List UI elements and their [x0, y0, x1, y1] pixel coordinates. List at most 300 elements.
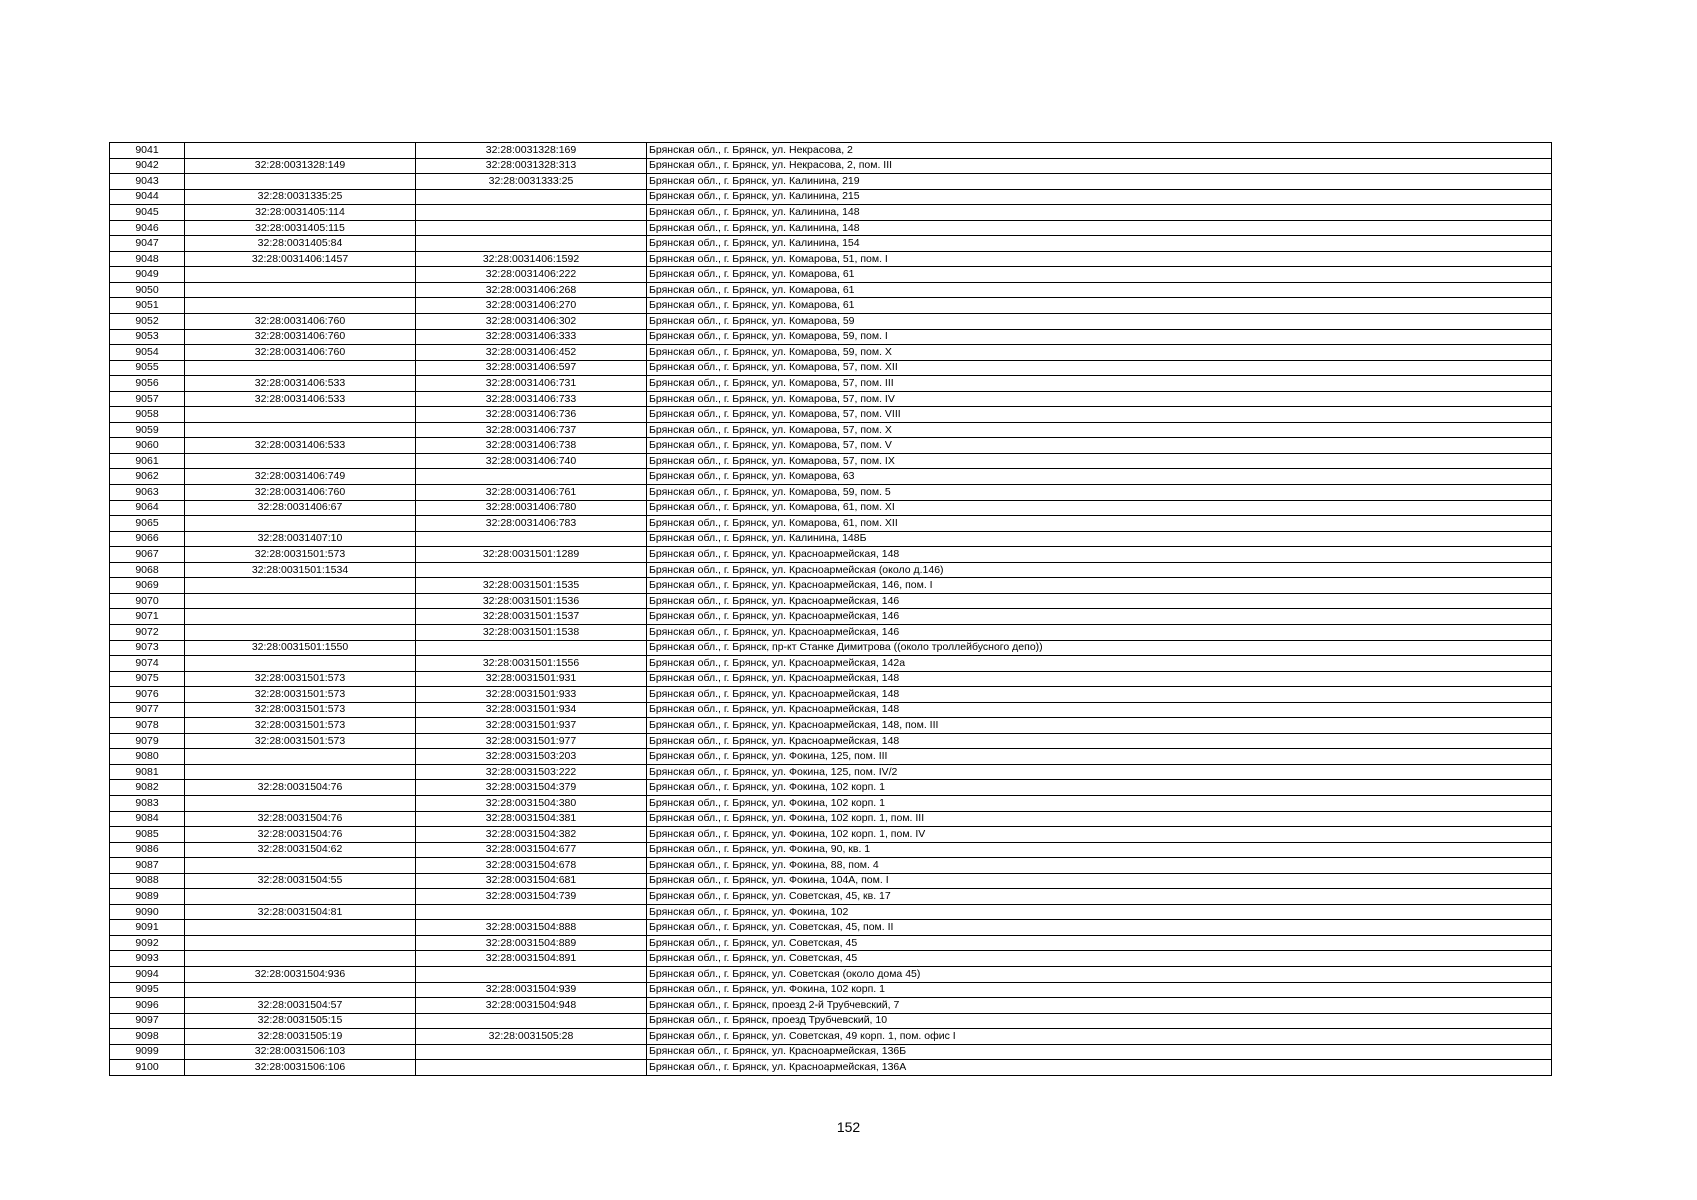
table-row	[110, 143, 1552, 159]
table-row	[110, 702, 1552, 718]
row-number-cell: 9057	[110, 391, 185, 407]
object-number-cell: 32:28:0031504:381	[416, 811, 647, 827]
address-cell: Брянская обл., г. Брянск, ул. Советская, 49 корп. 1, пом. офис I	[647, 1029, 1552, 1045]
parcel-number-cell: 32:28:0031406:749	[185, 469, 416, 485]
address-cell: Брянская обл., г. Брянск, ул. Красноармейская, 148	[647, 687, 1552, 703]
object-number-cell	[416, 1044, 647, 1060]
table-row	[110, 391, 1552, 407]
object-number-cell: 32:28:0031504:382	[416, 827, 647, 843]
object-number-cell: 32:28:0031406:302	[416, 314, 647, 330]
object-number-cell	[416, 1060, 647, 1076]
address-cell: Брянская обл., г. Брянск, ул. Комарова, 57, пом. IV	[647, 391, 1552, 407]
parcel-number-cell	[185, 749, 416, 765]
parcel-number-cell: 32:28:0031501:1550	[185, 640, 416, 656]
table-row	[110, 453, 1552, 469]
row-number-cell: 9084	[110, 811, 185, 827]
address-cell: Брянская обл., г. Брянск, ул. Калинина, 148Б	[647, 531, 1552, 547]
object-number-cell: 32:28:0031504:888	[416, 920, 647, 936]
row-number-cell: 9046	[110, 220, 185, 236]
table-row	[110, 842, 1552, 858]
table-row	[110, 624, 1552, 640]
object-number-cell: 32:28:0031406:222	[416, 267, 647, 283]
parcel-number-cell	[185, 422, 416, 438]
object-number-cell: 32:28:0031503:203	[416, 749, 647, 765]
parcel-number-cell	[185, 282, 416, 298]
address-cell: Брянская обл., г. Брянск, ул. Красноармейская, 148	[647, 702, 1552, 718]
address-cell: Брянская обл., г. Брянск, ул. Советская, 45	[647, 951, 1552, 967]
parcel-number-cell	[185, 764, 416, 780]
row-number-cell: 9052	[110, 314, 185, 330]
address-cell: Брянская обл., г. Брянск, ул. Красноармейская, 148, пом. III	[647, 718, 1552, 734]
table-row	[110, 345, 1552, 361]
table-row	[110, 267, 1552, 283]
table-row	[110, 889, 1552, 905]
object-number-cell	[416, 469, 647, 485]
address-cell: Брянская обл., г. Брянск, ул. Фокина, 102 корп. 1	[647, 780, 1552, 796]
address-cell: Брянская обл., г. Брянск, ул. Комарова, 57, пом. V	[647, 438, 1552, 454]
address-cell: Брянская обл., г. Брянск, ул. Комарова, 59	[647, 314, 1552, 330]
object-number-cell	[416, 220, 647, 236]
row-number-cell: 9049	[110, 267, 185, 283]
object-number-cell: 32:28:0031504:891	[416, 951, 647, 967]
object-number-cell	[416, 236, 647, 252]
parcel-number-cell: 32:28:0031504:62	[185, 842, 416, 858]
table-row	[110, 733, 1552, 749]
table-row	[110, 314, 1552, 330]
address-cell: Брянская обл., г. Брянск, ул. Красноармейская, 146	[647, 609, 1552, 625]
table-row	[110, 189, 1552, 205]
address-cell: Брянская обл., г. Брянск, ул. Советская, 45	[647, 935, 1552, 951]
row-number-cell: 9079	[110, 733, 185, 749]
parcel-number-cell: 32:28:0031505:15	[185, 1013, 416, 1029]
object-number-cell	[416, 531, 647, 547]
parcel-number-cell: 32:28:0031504:81	[185, 904, 416, 920]
address-cell: Брянская обл., г. Брянск, ул. Калинина, 148	[647, 205, 1552, 221]
table-row	[110, 982, 1552, 998]
row-number-cell: 9056	[110, 376, 185, 392]
address-cell: Брянская обл., г. Брянск, пр-кт Станке Димитрова ((около троллейбусного депо))	[647, 640, 1552, 656]
parcel-number-cell: 32:28:0031504:55	[185, 873, 416, 889]
address-cell: Брянская обл., г. Брянск, ул. Комарова, 61	[647, 267, 1552, 283]
table-row	[110, 935, 1552, 951]
parcel-number-cell: 32:28:0031406:760	[185, 485, 416, 501]
object-number-cell	[416, 904, 647, 920]
parcel-number-cell: 32:28:0031406:67	[185, 500, 416, 516]
address-cell: Брянская обл., г. Брянск, ул. Красноармейская, 148	[647, 733, 1552, 749]
parcel-number-cell: 32:28:0031506:106	[185, 1060, 416, 1076]
address-cell: Брянская обл., г. Брянск, проезд Трубчевский, 10	[647, 1013, 1552, 1029]
parcel-number-cell: 32:28:0031406:533	[185, 391, 416, 407]
object-number-cell: 32:28:0031501:1536	[416, 593, 647, 609]
address-cell: Брянская обл., г. Брянск, ул. Красноармейская, 146	[647, 624, 1552, 640]
row-number-cell: 9045	[110, 205, 185, 221]
table-row	[110, 531, 1552, 547]
parcel-number-cell: 32:28:0031504:76	[185, 827, 416, 843]
parcel-number-cell: 32:28:0031501:573	[185, 547, 416, 563]
row-number-cell: 9087	[110, 858, 185, 874]
row-number-cell: 9041	[110, 143, 185, 159]
table-row	[110, 251, 1552, 267]
address-cell: Брянская обл., г. Брянск, ул. Красноармейская, 148	[647, 671, 1552, 687]
address-cell: Брянская обл., г. Брянск, ул. Комарова, 61	[647, 282, 1552, 298]
row-number-cell: 9080	[110, 749, 185, 765]
table-row	[110, 718, 1552, 734]
object-number-cell: 32:28:0031406:783	[416, 516, 647, 532]
address-cell: Брянская обл., г. Брянск, ул. Красноармейская, 148	[647, 547, 1552, 563]
table-row	[110, 827, 1552, 843]
table-row	[110, 282, 1552, 298]
address-cell: Брянская обл., г. Брянск, ул. Калинина, 215	[647, 189, 1552, 205]
address-cell: Брянская обл., г. Брянск, ул. Фокина, 102	[647, 904, 1552, 920]
object-number-cell: 32:28:0031505:28	[416, 1029, 647, 1045]
table-row	[110, 609, 1552, 625]
parcel-number-cell	[185, 889, 416, 905]
table-row	[110, 764, 1552, 780]
row-number-cell: 9086	[110, 842, 185, 858]
address-cell: Брянская обл., г. Брянск, ул. Комарова, 51, пом. I	[647, 251, 1552, 267]
registry-table	[109, 142, 1552, 1076]
address-cell: Брянская обл., г. Брянск, ул. Комарова, 61	[647, 298, 1552, 314]
address-cell: Брянская обл., г. Брянск, ул. Некрасова, 2, пом. III	[647, 158, 1552, 174]
object-number-cell: 32:28:0031406:270	[416, 298, 647, 314]
parcel-number-cell: 32:28:0031406:533	[185, 438, 416, 454]
row-number-cell: 9092	[110, 935, 185, 951]
parcel-number-cell	[185, 951, 416, 967]
object-number-cell: 32:28:0031406:333	[416, 329, 647, 345]
parcel-number-cell	[185, 516, 416, 532]
address-cell: Брянская обл., г. Брянск, ул. Советская, 45, пом. II	[647, 920, 1552, 936]
table-row	[110, 795, 1552, 811]
table-row	[110, 1013, 1552, 1029]
object-number-cell: 32:28:0031504:379	[416, 780, 647, 796]
table-row	[110, 951, 1552, 967]
object-number-cell: 32:28:0031406:731	[416, 376, 647, 392]
table-row	[110, 360, 1552, 376]
parcel-number-cell	[185, 982, 416, 998]
table-row	[110, 236, 1552, 252]
row-number-cell: 9048	[110, 251, 185, 267]
table-row	[110, 547, 1552, 563]
row-number-cell: 9075	[110, 671, 185, 687]
object-number-cell	[416, 205, 647, 221]
row-number-cell: 9078	[110, 718, 185, 734]
address-cell: Брянская обл., г. Брянск, ул. Красноармейская, 136Б	[647, 1044, 1552, 1060]
row-number-cell: 9058	[110, 407, 185, 423]
parcel-number-cell: 32:28:0031335:25	[185, 189, 416, 205]
address-cell: Брянская обл., г. Брянск, ул. Красноармейская, 136А	[647, 1060, 1552, 1076]
address-cell: Брянская обл., г. Брянск, ул. Комарова, 57, пом. X	[647, 422, 1552, 438]
table-row	[110, 920, 1552, 936]
table-row	[110, 205, 1552, 221]
object-number-cell	[416, 1013, 647, 1029]
object-number-cell: 32:28:0031504:681	[416, 873, 647, 889]
table-row	[110, 656, 1552, 672]
object-number-cell: 32:28:0031501:1537	[416, 609, 647, 625]
table-row	[110, 1060, 1552, 1076]
object-number-cell: 32:28:0031504:739	[416, 889, 647, 905]
row-number-cell: 9083	[110, 795, 185, 811]
parcel-number-cell: 32:28:0031501:573	[185, 687, 416, 703]
row-number-cell: 9066	[110, 531, 185, 547]
object-number-cell: 32:28:0031504:889	[416, 935, 647, 951]
parcel-number-cell: 32:28:0031406:760	[185, 314, 416, 330]
address-cell: Брянская обл., г. Брянск, ул. Красноармейская (около д.146)	[647, 562, 1552, 578]
row-number-cell: 9100	[110, 1060, 185, 1076]
parcel-number-cell	[185, 656, 416, 672]
address-cell: Брянская обл., г. Брянск, ул. Калинина, 219	[647, 174, 1552, 190]
address-cell: Брянская обл., г. Брянск, ул. Калинина, 154	[647, 236, 1552, 252]
parcel-number-cell	[185, 795, 416, 811]
parcel-number-cell	[185, 624, 416, 640]
object-number-cell: 32:28:0031406:1592	[416, 251, 647, 267]
registry-table-body	[110, 143, 1552, 1076]
object-number-cell: 32:28:0031333:25	[416, 174, 647, 190]
row-number-cell: 9074	[110, 656, 185, 672]
parcel-number-cell	[185, 143, 416, 159]
row-number-cell: 9077	[110, 702, 185, 718]
row-number-cell: 9081	[110, 764, 185, 780]
row-number-cell: 9069	[110, 578, 185, 594]
address-cell: Брянская обл., г. Брянск, ул. Фокина, 102 корп. 1, пом. III	[647, 811, 1552, 827]
parcel-number-cell: 32:28:0031406:1457	[185, 251, 416, 267]
table-row	[110, 593, 1552, 609]
table-row	[110, 174, 1552, 190]
table-row	[110, 640, 1552, 656]
row-number-cell: 9050	[110, 282, 185, 298]
parcel-number-cell: 32:28:0031407:10	[185, 531, 416, 547]
address-cell: Брянская обл., г. Брянск, ул. Советская, 45, кв. 17	[647, 889, 1552, 905]
parcel-number-cell: 32:28:0031501:573	[185, 702, 416, 718]
row-number-cell: 9061	[110, 453, 185, 469]
row-number-cell: 9051	[110, 298, 185, 314]
object-number-cell: 32:28:0031504:380	[416, 795, 647, 811]
row-number-cell: 9044	[110, 189, 185, 205]
object-number-cell: 32:28:0031406:761	[416, 485, 647, 501]
object-number-cell: 32:28:0031501:934	[416, 702, 647, 718]
table-row	[110, 438, 1552, 454]
row-number-cell: 9072	[110, 624, 185, 640]
row-number-cell: 9088	[110, 873, 185, 889]
address-cell: Брянская обл., г. Брянск, ул. Комарова, 59, пом. 5	[647, 485, 1552, 501]
table-row	[110, 998, 1552, 1014]
parcel-number-cell: 32:28:0031504:57	[185, 998, 416, 1014]
table-row	[110, 687, 1552, 703]
table-row	[110, 422, 1552, 438]
parcel-number-cell	[185, 174, 416, 190]
row-number-cell: 9070	[110, 593, 185, 609]
parcel-number-cell	[185, 360, 416, 376]
parcel-number-cell	[185, 935, 416, 951]
object-number-cell: 32:28:0031406:597	[416, 360, 647, 376]
table-row	[110, 811, 1552, 827]
object-number-cell: 32:28:0031406:740	[416, 453, 647, 469]
row-number-cell: 9089	[110, 889, 185, 905]
table-row	[110, 485, 1552, 501]
object-number-cell: 32:28:0031328:313	[416, 158, 647, 174]
parcel-number-cell: 32:28:0031405:84	[185, 236, 416, 252]
table-row	[110, 671, 1552, 687]
object-number-cell: 32:28:0031504:677	[416, 842, 647, 858]
row-number-cell: 9055	[110, 360, 185, 376]
table-row	[110, 873, 1552, 889]
address-cell: Брянская обл., г. Брянск, ул. Красноармейская, 146	[647, 593, 1552, 609]
parcel-number-cell: 32:28:0031406:760	[185, 345, 416, 361]
parcel-number-cell: 32:28:0031328:149	[185, 158, 416, 174]
object-number-cell: 32:28:0031501:1556	[416, 656, 647, 672]
address-cell: Брянская обл., г. Брянск, ул. Комарова, 57, пом. IX	[647, 453, 1552, 469]
page-number: 152	[836, 1119, 861, 1135]
address-cell: Брянская обл., г. Брянск, ул. Красноармейская, 146, пом. I	[647, 578, 1552, 594]
row-number-cell: 9065	[110, 516, 185, 532]
object-number-cell: 32:28:0031406:780	[416, 500, 647, 516]
row-number-cell: 9096	[110, 998, 185, 1014]
row-number-cell: 9063	[110, 485, 185, 501]
row-number-cell: 9071	[110, 609, 185, 625]
address-cell: Брянская обл., г. Брянск, ул. Фокина, 125, пом. III	[647, 749, 1552, 765]
table-row	[110, 376, 1552, 392]
parcel-number-cell: 32:28:0031406:760	[185, 329, 416, 345]
row-number-cell: 9053	[110, 329, 185, 345]
address-cell: Брянская обл., г. Брянск, ул. Комарова, 57, пом. III	[647, 376, 1552, 392]
address-cell: Брянская обл., г. Брянск, ул. Комарова, 57, пом. VIII	[647, 407, 1552, 423]
object-number-cell: 32:28:0031501:933	[416, 687, 647, 703]
object-number-cell: 32:28:0031406:737	[416, 422, 647, 438]
table-row	[110, 220, 1552, 236]
table-row	[110, 298, 1552, 314]
object-number-cell	[416, 966, 647, 982]
address-cell: Брянская обл., г. Брянск, ул. Комарова, 63	[647, 469, 1552, 485]
object-number-cell: 32:28:0031406:736	[416, 407, 647, 423]
table-row	[110, 966, 1552, 982]
table-row	[110, 158, 1552, 174]
row-number-cell: 9062	[110, 469, 185, 485]
row-number-cell: 9095	[110, 982, 185, 998]
parcel-number-cell	[185, 609, 416, 625]
row-number-cell: 9090	[110, 904, 185, 920]
address-cell: Брянская обл., г. Брянск, ул. Фокина, 102 корп. 1	[647, 982, 1552, 998]
row-number-cell: 9098	[110, 1029, 185, 1045]
object-number-cell	[416, 189, 647, 205]
object-number-cell: 32:28:0031406:452	[416, 345, 647, 361]
parcel-number-cell: 32:28:0031406:533	[185, 376, 416, 392]
row-number-cell: 9067	[110, 547, 185, 563]
row-number-cell: 9064	[110, 500, 185, 516]
object-number-cell: 32:28:0031504:939	[416, 982, 647, 998]
parcel-number-cell	[185, 298, 416, 314]
row-number-cell: 9060	[110, 438, 185, 454]
object-number-cell: 32:28:0031406:268	[416, 282, 647, 298]
table-row	[110, 780, 1552, 796]
row-number-cell: 9043	[110, 174, 185, 190]
parcel-number-cell	[185, 578, 416, 594]
row-number-cell: 9093	[110, 951, 185, 967]
object-number-cell: 32:28:0031501:977	[416, 733, 647, 749]
address-cell: Брянская обл., г. Брянск, ул. Некрасова, 2	[647, 143, 1552, 159]
object-number-cell: 32:28:0031328:169	[416, 143, 647, 159]
parcel-number-cell: 32:28:0031505:19	[185, 1029, 416, 1045]
parcel-number-cell	[185, 407, 416, 423]
object-number-cell: 32:28:0031501:1538	[416, 624, 647, 640]
object-number-cell	[416, 562, 647, 578]
address-cell: Брянская обл., г. Брянск, ул. Фокина, 125, пом. IV/2	[647, 764, 1552, 780]
row-number-cell: 9091	[110, 920, 185, 936]
parcel-number-cell	[185, 920, 416, 936]
parcel-number-cell: 32:28:0031504:76	[185, 780, 416, 796]
address-cell: Брянская обл., г. Брянск, ул. Советская (около дома 45)	[647, 966, 1552, 982]
object-number-cell: 32:28:0031501:1535	[416, 578, 647, 594]
row-number-cell: 9068	[110, 562, 185, 578]
row-number-cell: 9059	[110, 422, 185, 438]
row-number-cell: 9094	[110, 966, 185, 982]
row-number-cell: 9073	[110, 640, 185, 656]
parcel-number-cell: 32:28:0031501:573	[185, 718, 416, 734]
row-number-cell: 9042	[110, 158, 185, 174]
row-number-cell: 9076	[110, 687, 185, 703]
parcel-number-cell: 32:28:0031504:936	[185, 966, 416, 982]
parcel-number-cell: 32:28:0031405:115	[185, 220, 416, 236]
object-number-cell: 32:28:0031501:937	[416, 718, 647, 734]
parcel-number-cell	[185, 453, 416, 469]
row-number-cell: 9099	[110, 1044, 185, 1060]
table-row	[110, 749, 1552, 765]
address-cell: Брянская обл., г. Брянск, ул. Комарова, 57, пом. XII	[647, 360, 1552, 376]
table-row	[110, 1044, 1552, 1060]
address-cell: Брянская обл., г. Брянск, ул. Калинина, 148	[647, 220, 1552, 236]
parcel-number-cell: 32:28:0031501:573	[185, 733, 416, 749]
address-cell: Брянская обл., г. Брянск, проезд 2-й Трубчевский, 7	[647, 998, 1552, 1014]
table-row	[110, 562, 1552, 578]
table-row	[110, 500, 1552, 516]
address-cell: Брянская обл., г. Брянск, ул. Фокина, 88, пом. 4	[647, 858, 1552, 874]
table-row	[110, 858, 1552, 874]
address-cell: Брянская обл., г. Брянск, ул. Фокина, 102 корп. 1, пом. IV	[647, 827, 1552, 843]
object-number-cell	[416, 640, 647, 656]
row-number-cell: 9085	[110, 827, 185, 843]
table-row	[110, 516, 1552, 532]
address-cell: Брянская обл., г. Брянск, ул. Фокина, 102 корп. 1	[647, 795, 1552, 811]
object-number-cell: 32:28:0031504:948	[416, 998, 647, 1014]
object-number-cell: 32:28:0031503:222	[416, 764, 647, 780]
table-row	[110, 407, 1552, 423]
row-number-cell: 9082	[110, 780, 185, 796]
table-row	[110, 469, 1552, 485]
parcel-number-cell: 32:28:0031501:573	[185, 671, 416, 687]
object-number-cell: 32:28:0031504:678	[416, 858, 647, 874]
parcel-number-cell	[185, 593, 416, 609]
address-cell: Брянская обл., г. Брянск, ул. Комарова, 59, пом. X	[647, 345, 1552, 361]
address-cell: Брянская обл., г. Брянск, ул. Комарова, 59, пом. I	[647, 329, 1552, 345]
object-number-cell: 32:28:0031406:733	[416, 391, 647, 407]
parcel-number-cell	[185, 267, 416, 283]
row-number-cell: 9047	[110, 236, 185, 252]
object-number-cell: 32:28:0031501:1289	[416, 547, 647, 563]
object-number-cell: 32:28:0031406:738	[416, 438, 647, 454]
table-row	[110, 578, 1552, 594]
table-row	[110, 329, 1552, 345]
address-cell: Брянская обл., г. Брянск, ул. Красноармейская, 142а	[647, 656, 1552, 672]
row-number-cell: 9054	[110, 345, 185, 361]
table-row	[110, 1029, 1552, 1045]
parcel-number-cell: 32:28:0031504:76	[185, 811, 416, 827]
parcel-number-cell: 32:28:0031405:114	[185, 205, 416, 221]
address-cell: Брянская обл., г. Брянск, ул. Комарова, 61, пом. XI	[647, 500, 1552, 516]
object-number-cell: 32:28:0031501:931	[416, 671, 647, 687]
parcel-number-cell: 32:28:0031506:103	[185, 1044, 416, 1060]
parcel-number-cell: 32:28:0031501:1534	[185, 562, 416, 578]
address-cell: Брянская обл., г. Брянск, ул. Фокина, 90, кв. 1	[647, 842, 1552, 858]
address-cell: Брянская обл., г. Брянск, ул. Фокина, 104А, пом. I	[647, 873, 1552, 889]
table-row	[110, 904, 1552, 920]
